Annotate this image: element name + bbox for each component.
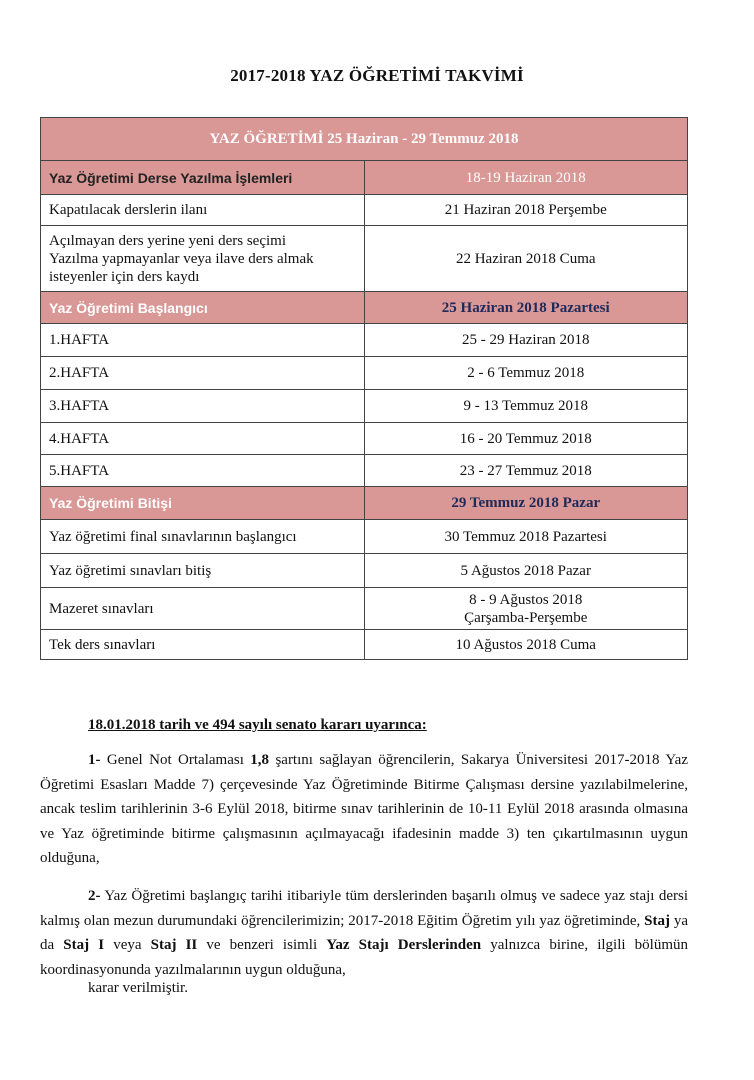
- date-cell: 2 - 6 Temmuz 2018: [364, 357, 688, 390]
- table-row: [41, 390, 688, 423]
- event-cell: Yaz öğretimi final sınavlarının başlangıcı: [41, 520, 365, 554]
- date-cell: 9 - 13 Temmuz 2018: [364, 390, 688, 423]
- decision-paragraph-2: 2- Yaz Öğretimi başlangıç tarihi itibariyle tüm derslerinden başarılı olmuş ve sadece yaz stajı dersi kalmış olan mezun durumundaki öğrencilerimizin; 2017-2018 Eğitim Öğretim yılı yaz öğretiminde, Staj ya da Staj I veya Staj II ve benzeri isimli Yaz Stajı Derslerinden yalnızca birine, ilgili bölümün koordinasyonunda yazılmalarının uygun olduğuna,: [40, 888, 688, 978]
- date-cell: 30 Temmuz 2018 Pazartesi: [364, 520, 688, 554]
- table-row: [41, 161, 688, 195]
- decision-heading: 18.01.2018 tarih ve 494 sayılı senato kararı uyarınca:: [88, 717, 427, 733]
- table-row: [41, 455, 688, 487]
- event-cell: 4.HAFTA: [41, 423, 365, 455]
- date-cell: 5 Ağustos 2018 Pazar: [364, 554, 688, 588]
- date-cell: 18-19 Haziran 2018: [364, 161, 688, 195]
- table-row: [41, 588, 688, 630]
- decision-paragraph-1: 1- Genel Not Ortalaması 1,8 şartını sağlayan öğrencilerin, Sakarya Üniversitesi 2017-2018 Yaz Öğretimi Esasları Madde 7) çerçevesinde Yaz Öğretiminde Bitirme Çalışması dersine yazılabilmelerine, ancak teslim tarihlerinin 3-6 Eylül 2018, bitirme sınav tarihlerinin de 10-11 Eylül 2018 arasında olmasına ve Yaz öğretiminde bitirme çalışmasının açılmayacağı ifadesinin madde 3) ten çıkartılmasının uygun olduğuna,: [40, 752, 688, 866]
- event-cell: Yaz Öğretimi Başlangıcı: [41, 292, 365, 324]
- date-cell: 25 Haziran 2018 Pazartesi: [364, 292, 688, 324]
- date-cell: 29 Temmuz 2018 Pazar: [364, 487, 688, 520]
- table-header-row: [41, 118, 688, 161]
- event-cell: Yaz Öğretimi Bitişi: [41, 487, 365, 520]
- calendar-table: [40, 117, 688, 660]
- event-cell: 2.HAFTA: [41, 357, 365, 390]
- table-row: [41, 226, 688, 292]
- table-row: [41, 423, 688, 455]
- date-cell: 8 - 9 Ağustos 2018 Çarşamba-Perşembe: [364, 588, 688, 630]
- page-title: 2017-2018 YAZ ÖĞRETİMİ TAKVİMİ: [230, 66, 524, 85]
- date-cell: 10 Ağustos 2018 Cuma: [364, 630, 688, 660]
- date-cell: 23 - 27 Temmuz 2018: [364, 455, 688, 487]
- item-number: 1-: [88, 752, 101, 768]
- event-cell: Mazeret sınavları: [41, 588, 365, 630]
- event-cell: Tek ders sınavları: [41, 630, 365, 660]
- table-row: [41, 324, 688, 357]
- event-cell: 3.HAFTA: [41, 390, 365, 423]
- event-cell: Yaz Öğretimi Derse Yazılma İşlemleri: [41, 161, 365, 195]
- event-cell: Açılmayan ders yerine yeni ders seçimi Yazılma yapmayanlar veya ilave ders almak isteyenler için ders kaydı: [41, 226, 365, 292]
- table-header: YAZ ÖĞRETİMİ 25 Haziran - 29 Temmuz 2018: [41, 118, 688, 161]
- event-cell: 5.HAFTA: [41, 455, 365, 487]
- event-cell: Yaz öğretimi sınavları bitiş: [41, 554, 365, 588]
- table-row: [41, 195, 688, 226]
- table-row: [41, 292, 688, 324]
- table-row: [41, 357, 688, 390]
- table-row: [41, 520, 688, 554]
- table-row: [41, 554, 688, 588]
- date-cell: 21 Haziran 2018 Perşembe: [364, 195, 688, 226]
- date-cell: 25 - 29 Haziran 2018: [364, 324, 688, 357]
- closing-text: karar verilmiştir.: [88, 980, 188, 996]
- date-cell: 22 Haziran 2018 Cuma: [364, 226, 688, 292]
- item-number: 2-: [88, 888, 101, 904]
- table-row: [41, 630, 688, 660]
- date-cell: 16 - 20 Temmuz 2018: [364, 423, 688, 455]
- event-cell: 1.HAFTA: [41, 324, 365, 357]
- table-row: [41, 487, 688, 520]
- event-cell: Kapatılacak derslerin ilanı: [41, 195, 365, 226]
